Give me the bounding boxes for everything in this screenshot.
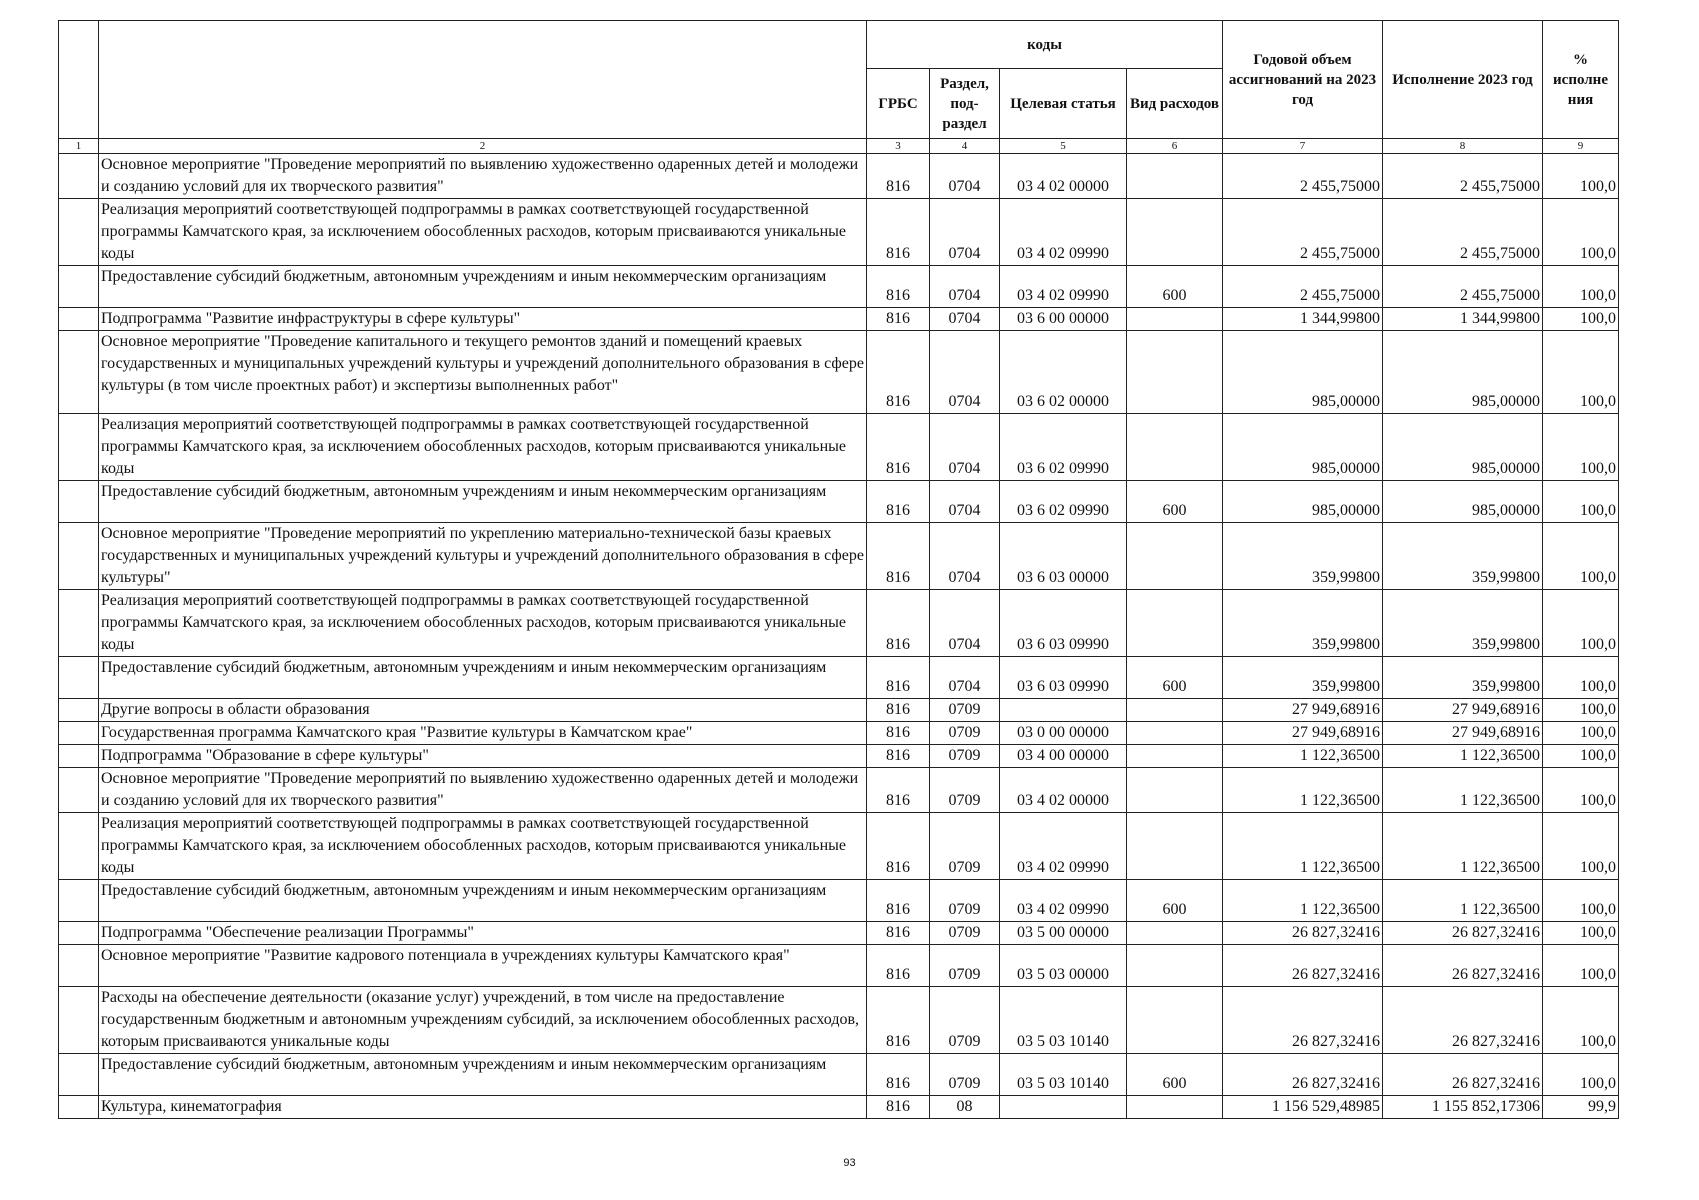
row-section: 0709 xyxy=(930,813,1000,880)
column-number: 9 xyxy=(1543,139,1619,154)
header-percent: % исполне ния xyxy=(1543,21,1619,139)
row-number xyxy=(59,657,99,699)
row-annual-amount: 1 156 529,48985 xyxy=(1223,1096,1383,1119)
row-description: Реализация мероприятий соответствующей подпрограммы в рамках соответствующей государственной программы Камчатского края, за исключением обособленных расходов, которым присваиваются уникальные коды xyxy=(99,813,867,880)
column-number: 2 xyxy=(99,139,867,154)
row-executed-amount: 359,99800 xyxy=(1383,657,1543,699)
column-number: 3 xyxy=(867,139,930,154)
row-annual-amount: 2 455,75000 xyxy=(1223,154,1383,199)
row-description: Основное мероприятие "Развитие кадрового потенциала в учреждениях культуры Камчатского края" xyxy=(99,945,867,987)
table-row xyxy=(59,481,1619,523)
row-description: Государственная программа Камчатского края "Развитие культуры в Камчатском крае" xyxy=(99,722,867,745)
row-target-article: 03 6 02 09990 xyxy=(1000,414,1127,481)
row-grbs: 816 xyxy=(867,987,930,1054)
row-percent: 100,0 xyxy=(1543,308,1619,331)
row-number xyxy=(59,1096,99,1119)
row-grbs: 816 xyxy=(867,699,930,722)
row-description: Предоставление субсидий бюджетным, автономным учреждениям и иным некоммерческим организациям xyxy=(99,657,867,699)
header-executed: Исполнение 2023 год xyxy=(1383,21,1543,139)
row-grbs: 816 xyxy=(867,154,930,199)
row-section: 0704 xyxy=(930,331,1000,414)
row-description: Предоставление субсидий бюджетным, автономным учреждениям и иным некоммерческим организациям xyxy=(99,880,867,922)
column-number-row xyxy=(59,139,1619,154)
row-expense-type: 600 xyxy=(1127,1054,1223,1096)
header-codes: коды xyxy=(867,21,1223,69)
row-expense-type xyxy=(1127,1096,1223,1119)
row-target-article: 03 5 03 00000 xyxy=(1000,945,1127,987)
row-number xyxy=(59,414,99,481)
row-expense-type xyxy=(1127,590,1223,657)
row-executed-amount: 26 827,32416 xyxy=(1383,945,1543,987)
row-target-article xyxy=(1000,1096,1127,1119)
row-description: Основное мероприятие "Проведение мероприятий по укреплению материально-технической базы краевых государственных и муниципальных учреждений культуры и учреждений дополнительного образования в сфере культуры" xyxy=(99,523,867,590)
row-target-article: 03 0 00 00000 xyxy=(1000,722,1127,745)
row-section: 0704 xyxy=(930,199,1000,266)
row-annual-amount: 27 949,68916 xyxy=(1223,699,1383,722)
row-percent: 100,0 xyxy=(1543,922,1619,945)
row-percent: 100,0 xyxy=(1543,657,1619,699)
row-annual-amount: 359,99800 xyxy=(1223,657,1383,699)
header-empty-1 xyxy=(59,21,99,139)
row-description: Предоставление субсидий бюджетным, автономным учреждениям и иным некоммерческим организациям xyxy=(99,1054,867,1096)
row-percent: 100,0 xyxy=(1543,722,1619,745)
header-annual: Годовой объем ассигнований на 2023 год xyxy=(1223,21,1383,139)
row-annual-amount: 27 949,68916 xyxy=(1223,722,1383,745)
row-description: Реализация мероприятий соответствующей подпрограммы в рамках соответствующей государственной программы Камчатского края, за исключением обособленных расходов, которым присваиваются уникальные коды xyxy=(99,414,867,481)
table-row xyxy=(59,266,1619,308)
row-grbs: 816 xyxy=(867,880,930,922)
row-target-article: 03 6 03 09990 xyxy=(1000,590,1127,657)
row-grbs: 816 xyxy=(867,745,930,768)
row-target-article: 03 4 02 00000 xyxy=(1000,154,1127,199)
row-number xyxy=(59,590,99,657)
row-number xyxy=(59,199,99,266)
row-grbs: 816 xyxy=(867,1054,930,1096)
row-annual-amount: 26 827,32416 xyxy=(1223,987,1383,1054)
row-description: Реализация мероприятий соответствующей подпрограммы в рамках соответствующей государственной программы Камчатского края, за исключением обособленных расходов, которым присваиваются уникальные коды xyxy=(99,590,867,657)
row-expense-type xyxy=(1127,813,1223,880)
row-target-article: 03 5 00 00000 xyxy=(1000,922,1127,945)
row-annual-amount: 359,99800 xyxy=(1223,523,1383,590)
row-expense-type xyxy=(1127,745,1223,768)
row-expense-type xyxy=(1127,987,1223,1054)
row-executed-amount: 27 949,68916 xyxy=(1383,699,1543,722)
row-expense-type: 600 xyxy=(1127,266,1223,308)
table-row xyxy=(59,813,1619,880)
row-grbs: 816 xyxy=(867,768,930,813)
column-number: 8 xyxy=(1383,139,1543,154)
table-row xyxy=(59,880,1619,922)
row-grbs: 816 xyxy=(867,308,930,331)
row-executed-amount: 2 455,75000 xyxy=(1383,266,1543,308)
row-percent: 100,0 xyxy=(1543,414,1619,481)
row-expense-type xyxy=(1127,945,1223,987)
header-expense: Вид расходов xyxy=(1127,69,1223,139)
row-description: Основное мероприятие "Проведение мероприятий по выявлению художественно одаренных детей и молодежи и созданию условий для их творческого развития" xyxy=(99,154,867,199)
row-annual-amount: 2 455,75000 xyxy=(1223,266,1383,308)
row-section: 0704 xyxy=(930,481,1000,523)
row-expense-type xyxy=(1127,199,1223,266)
row-number xyxy=(59,722,99,745)
row-percent: 100,0 xyxy=(1543,987,1619,1054)
row-target-article: 03 6 03 00000 xyxy=(1000,523,1127,590)
row-description: Подпрограмма "Развитие инфраструктуры в сфере культуры" xyxy=(99,308,867,331)
row-percent: 99,9 xyxy=(1543,1096,1619,1119)
row-section: 0704 xyxy=(930,266,1000,308)
row-description: Основное мероприятие "Проведение капитального и текущего ремонтов зданий и помещений краевых государственных и муниципальных учреждений культуры и учреждений дополнительного образования в сфере культуры (в том числе проектных работ) и экспертизы выполненных работ" xyxy=(99,331,867,414)
row-number xyxy=(59,945,99,987)
row-grbs: 816 xyxy=(867,523,930,590)
row-target-article xyxy=(1000,699,1127,722)
row-annual-amount: 1 122,36500 xyxy=(1223,745,1383,768)
row-expense-type xyxy=(1127,922,1223,945)
row-expense-type: 600 xyxy=(1127,481,1223,523)
row-description: Основное мероприятие "Проведение мероприятий по выявлению художественно одаренных детей и молодежи и созданию условий для их творческого развития" xyxy=(99,768,867,813)
row-section: 0709 xyxy=(930,722,1000,745)
row-number xyxy=(59,987,99,1054)
row-section: 0709 xyxy=(930,768,1000,813)
column-number: 4 xyxy=(930,139,1000,154)
row-target-article: 03 4 02 09990 xyxy=(1000,880,1127,922)
row-target-article: 03 5 03 10140 xyxy=(1000,1054,1127,1096)
row-grbs: 816 xyxy=(867,414,930,481)
row-annual-amount: 2 455,75000 xyxy=(1223,199,1383,266)
row-number xyxy=(59,266,99,308)
row-percent: 100,0 xyxy=(1543,523,1619,590)
row-target-article: 03 6 00 00000 xyxy=(1000,308,1127,331)
table-row xyxy=(59,922,1619,945)
row-number xyxy=(59,154,99,199)
row-section: 0709 xyxy=(930,987,1000,1054)
row-executed-amount: 2 455,75000 xyxy=(1383,154,1543,199)
header-grbs: ГРБС xyxy=(867,69,930,139)
table-row xyxy=(59,523,1619,590)
row-target-article: 03 5 03 10140 xyxy=(1000,987,1127,1054)
table-row xyxy=(59,699,1619,722)
row-description: Предоставление субсидий бюджетным, автономным учреждениям и иным некоммерческим организациям xyxy=(99,266,867,308)
row-executed-amount: 985,00000 xyxy=(1383,414,1543,481)
row-description: Реализация мероприятий соответствующей подпрограммы в рамках соответствующей государственной программы Камчатского края, за исключением обособленных расходов, которым присваиваются уникальные коды xyxy=(99,199,867,266)
row-expense-type xyxy=(1127,331,1223,414)
budget-table xyxy=(58,20,1619,1119)
table-row xyxy=(59,1096,1619,1119)
row-target-article: 03 6 02 09990 xyxy=(1000,481,1127,523)
row-number xyxy=(59,768,99,813)
row-annual-amount: 1 122,36500 xyxy=(1223,813,1383,880)
row-section: 0704 xyxy=(930,414,1000,481)
row-executed-amount: 985,00000 xyxy=(1383,331,1543,414)
row-percent: 100,0 xyxy=(1543,768,1619,813)
row-grbs: 816 xyxy=(867,813,930,880)
row-percent: 100,0 xyxy=(1543,590,1619,657)
row-annual-amount: 26 827,32416 xyxy=(1223,945,1383,987)
table-row xyxy=(59,414,1619,481)
table-row xyxy=(59,722,1619,745)
row-executed-amount: 26 827,32416 xyxy=(1383,987,1543,1054)
row-percent: 100,0 xyxy=(1543,154,1619,199)
row-expense-type xyxy=(1127,699,1223,722)
row-section: 0704 xyxy=(930,590,1000,657)
row-executed-amount: 27 949,68916 xyxy=(1383,722,1543,745)
row-percent: 100,0 xyxy=(1543,745,1619,768)
row-grbs: 816 xyxy=(867,199,930,266)
row-target-article: 03 4 02 00000 xyxy=(1000,768,1127,813)
row-number xyxy=(59,481,99,523)
row-annual-amount: 26 827,32416 xyxy=(1223,922,1383,945)
column-number: 5 xyxy=(1000,139,1127,154)
row-expense-type xyxy=(1127,308,1223,331)
row-description: Подпрограмма "Обеспечение реализации Программы" xyxy=(99,922,867,945)
row-annual-amount: 359,99800 xyxy=(1223,590,1383,657)
row-section: 0709 xyxy=(930,880,1000,922)
row-target-article: 03 6 03 09990 xyxy=(1000,657,1127,699)
row-section: 0709 xyxy=(930,1054,1000,1096)
row-section: 0709 xyxy=(930,699,1000,722)
row-percent: 100,0 xyxy=(1543,699,1619,722)
row-executed-amount: 359,99800 xyxy=(1383,523,1543,590)
row-expense-type: 600 xyxy=(1127,657,1223,699)
row-section: 0704 xyxy=(930,657,1000,699)
table-row xyxy=(59,154,1619,199)
row-section: 0709 xyxy=(930,922,1000,945)
row-executed-amount: 1 155 852,17306 xyxy=(1383,1096,1543,1119)
row-number xyxy=(59,308,99,331)
row-executed-amount: 26 827,32416 xyxy=(1383,1054,1543,1096)
table-row xyxy=(59,1054,1619,1096)
row-annual-amount: 985,00000 xyxy=(1223,481,1383,523)
row-annual-amount: 985,00000 xyxy=(1223,331,1383,414)
row-description: Расходы на обеспечение деятельности (оказание услуг) учреждений, в том числе на предоставление государственным бюджетным и автономным учреждениям субсидий, за исключением обособленных расходов, которым присваиваются уникальные коды xyxy=(99,987,867,1054)
row-annual-amount: 985,00000 xyxy=(1223,414,1383,481)
row-number xyxy=(59,523,99,590)
row-expense-type xyxy=(1127,414,1223,481)
budget-rows xyxy=(59,154,1619,1119)
row-expense-type xyxy=(1127,154,1223,199)
row-description: Подпрограмма "Образование в сфере культуры" xyxy=(99,745,867,768)
row-section: 0704 xyxy=(930,523,1000,590)
row-executed-amount: 1 122,36500 xyxy=(1383,745,1543,768)
row-annual-amount: 1 344,99800 xyxy=(1223,308,1383,331)
table-row xyxy=(59,768,1619,813)
row-grbs: 816 xyxy=(867,722,930,745)
row-description: Культура, кинематография xyxy=(99,1096,867,1119)
row-expense-type xyxy=(1127,768,1223,813)
row-percent: 100,0 xyxy=(1543,266,1619,308)
row-executed-amount: 2 455,75000 xyxy=(1383,199,1543,266)
row-executed-amount: 359,99800 xyxy=(1383,590,1543,657)
row-grbs: 816 xyxy=(867,481,930,523)
row-description: Другие вопросы в области образования xyxy=(99,699,867,722)
header-target: Целевая статья xyxy=(1000,69,1127,139)
row-grbs: 816 xyxy=(867,266,930,308)
row-target-article: 03 6 02 00000 xyxy=(1000,331,1127,414)
header-section: Раздел, под-раздел xyxy=(930,69,1000,139)
row-annual-amount: 26 827,32416 xyxy=(1223,1054,1383,1096)
row-executed-amount: 1 122,36500 xyxy=(1383,768,1543,813)
row-executed-amount: 1 344,99800 xyxy=(1383,308,1543,331)
row-grbs: 816 xyxy=(867,922,930,945)
row-expense-type xyxy=(1127,722,1223,745)
row-expense-type xyxy=(1127,523,1223,590)
row-section: 0704 xyxy=(930,154,1000,199)
row-section: 0704 xyxy=(930,308,1000,331)
row-executed-amount: 985,00000 xyxy=(1383,481,1543,523)
row-annual-amount: 1 122,36500 xyxy=(1223,768,1383,813)
row-percent: 100,0 xyxy=(1543,813,1619,880)
page-number: 93 xyxy=(843,1157,856,1169)
row-executed-amount: 26 827,32416 xyxy=(1383,922,1543,945)
row-executed-amount: 1 122,36500 xyxy=(1383,880,1543,922)
table-row xyxy=(59,745,1619,768)
row-number xyxy=(59,331,99,414)
row-number xyxy=(59,922,99,945)
table-row xyxy=(59,987,1619,1054)
row-grbs: 816 xyxy=(867,331,930,414)
row-percent: 100,0 xyxy=(1543,945,1619,987)
row-target-article: 03 4 02 09990 xyxy=(1000,199,1127,266)
row-section: 0709 xyxy=(930,745,1000,768)
row-section: 0709 xyxy=(930,945,1000,987)
table-row xyxy=(59,657,1619,699)
row-section: 08 xyxy=(930,1096,1000,1119)
table-row xyxy=(59,308,1619,331)
row-target-article: 03 4 02 09990 xyxy=(1000,813,1127,880)
row-grbs: 816 xyxy=(867,945,930,987)
column-number: 7 xyxy=(1223,139,1383,154)
row-number xyxy=(59,745,99,768)
row-number xyxy=(59,813,99,880)
row-target-article: 03 4 00 00000 xyxy=(1000,745,1127,768)
row-percent: 100,0 xyxy=(1543,880,1619,922)
row-percent: 100,0 xyxy=(1543,331,1619,414)
table-row xyxy=(59,199,1619,266)
row-grbs: 816 xyxy=(867,590,930,657)
row-expense-type: 600 xyxy=(1127,880,1223,922)
column-number: 1 xyxy=(59,139,99,154)
row-annual-amount: 1 122,36500 xyxy=(1223,880,1383,922)
table-row xyxy=(59,945,1619,987)
row-percent: 100,0 xyxy=(1543,1054,1619,1096)
column-number: 6 xyxy=(1127,139,1223,154)
row-grbs: 816 xyxy=(867,1096,930,1119)
row-description: Предоставление субсидий бюджетным, автономным учреждениям и иным некоммерческим организациям xyxy=(99,481,867,523)
row-executed-amount: 1 122,36500 xyxy=(1383,813,1543,880)
table-row xyxy=(59,331,1619,414)
table-row xyxy=(59,590,1619,657)
row-grbs: 816 xyxy=(867,657,930,699)
row-target-article: 03 4 02 09990 xyxy=(1000,266,1127,308)
row-number xyxy=(59,1054,99,1096)
header-empty-2 xyxy=(99,21,867,139)
row-number xyxy=(59,699,99,722)
row-percent: 100,0 xyxy=(1543,199,1619,266)
row-percent: 100,0 xyxy=(1543,481,1619,523)
row-number xyxy=(59,880,99,922)
